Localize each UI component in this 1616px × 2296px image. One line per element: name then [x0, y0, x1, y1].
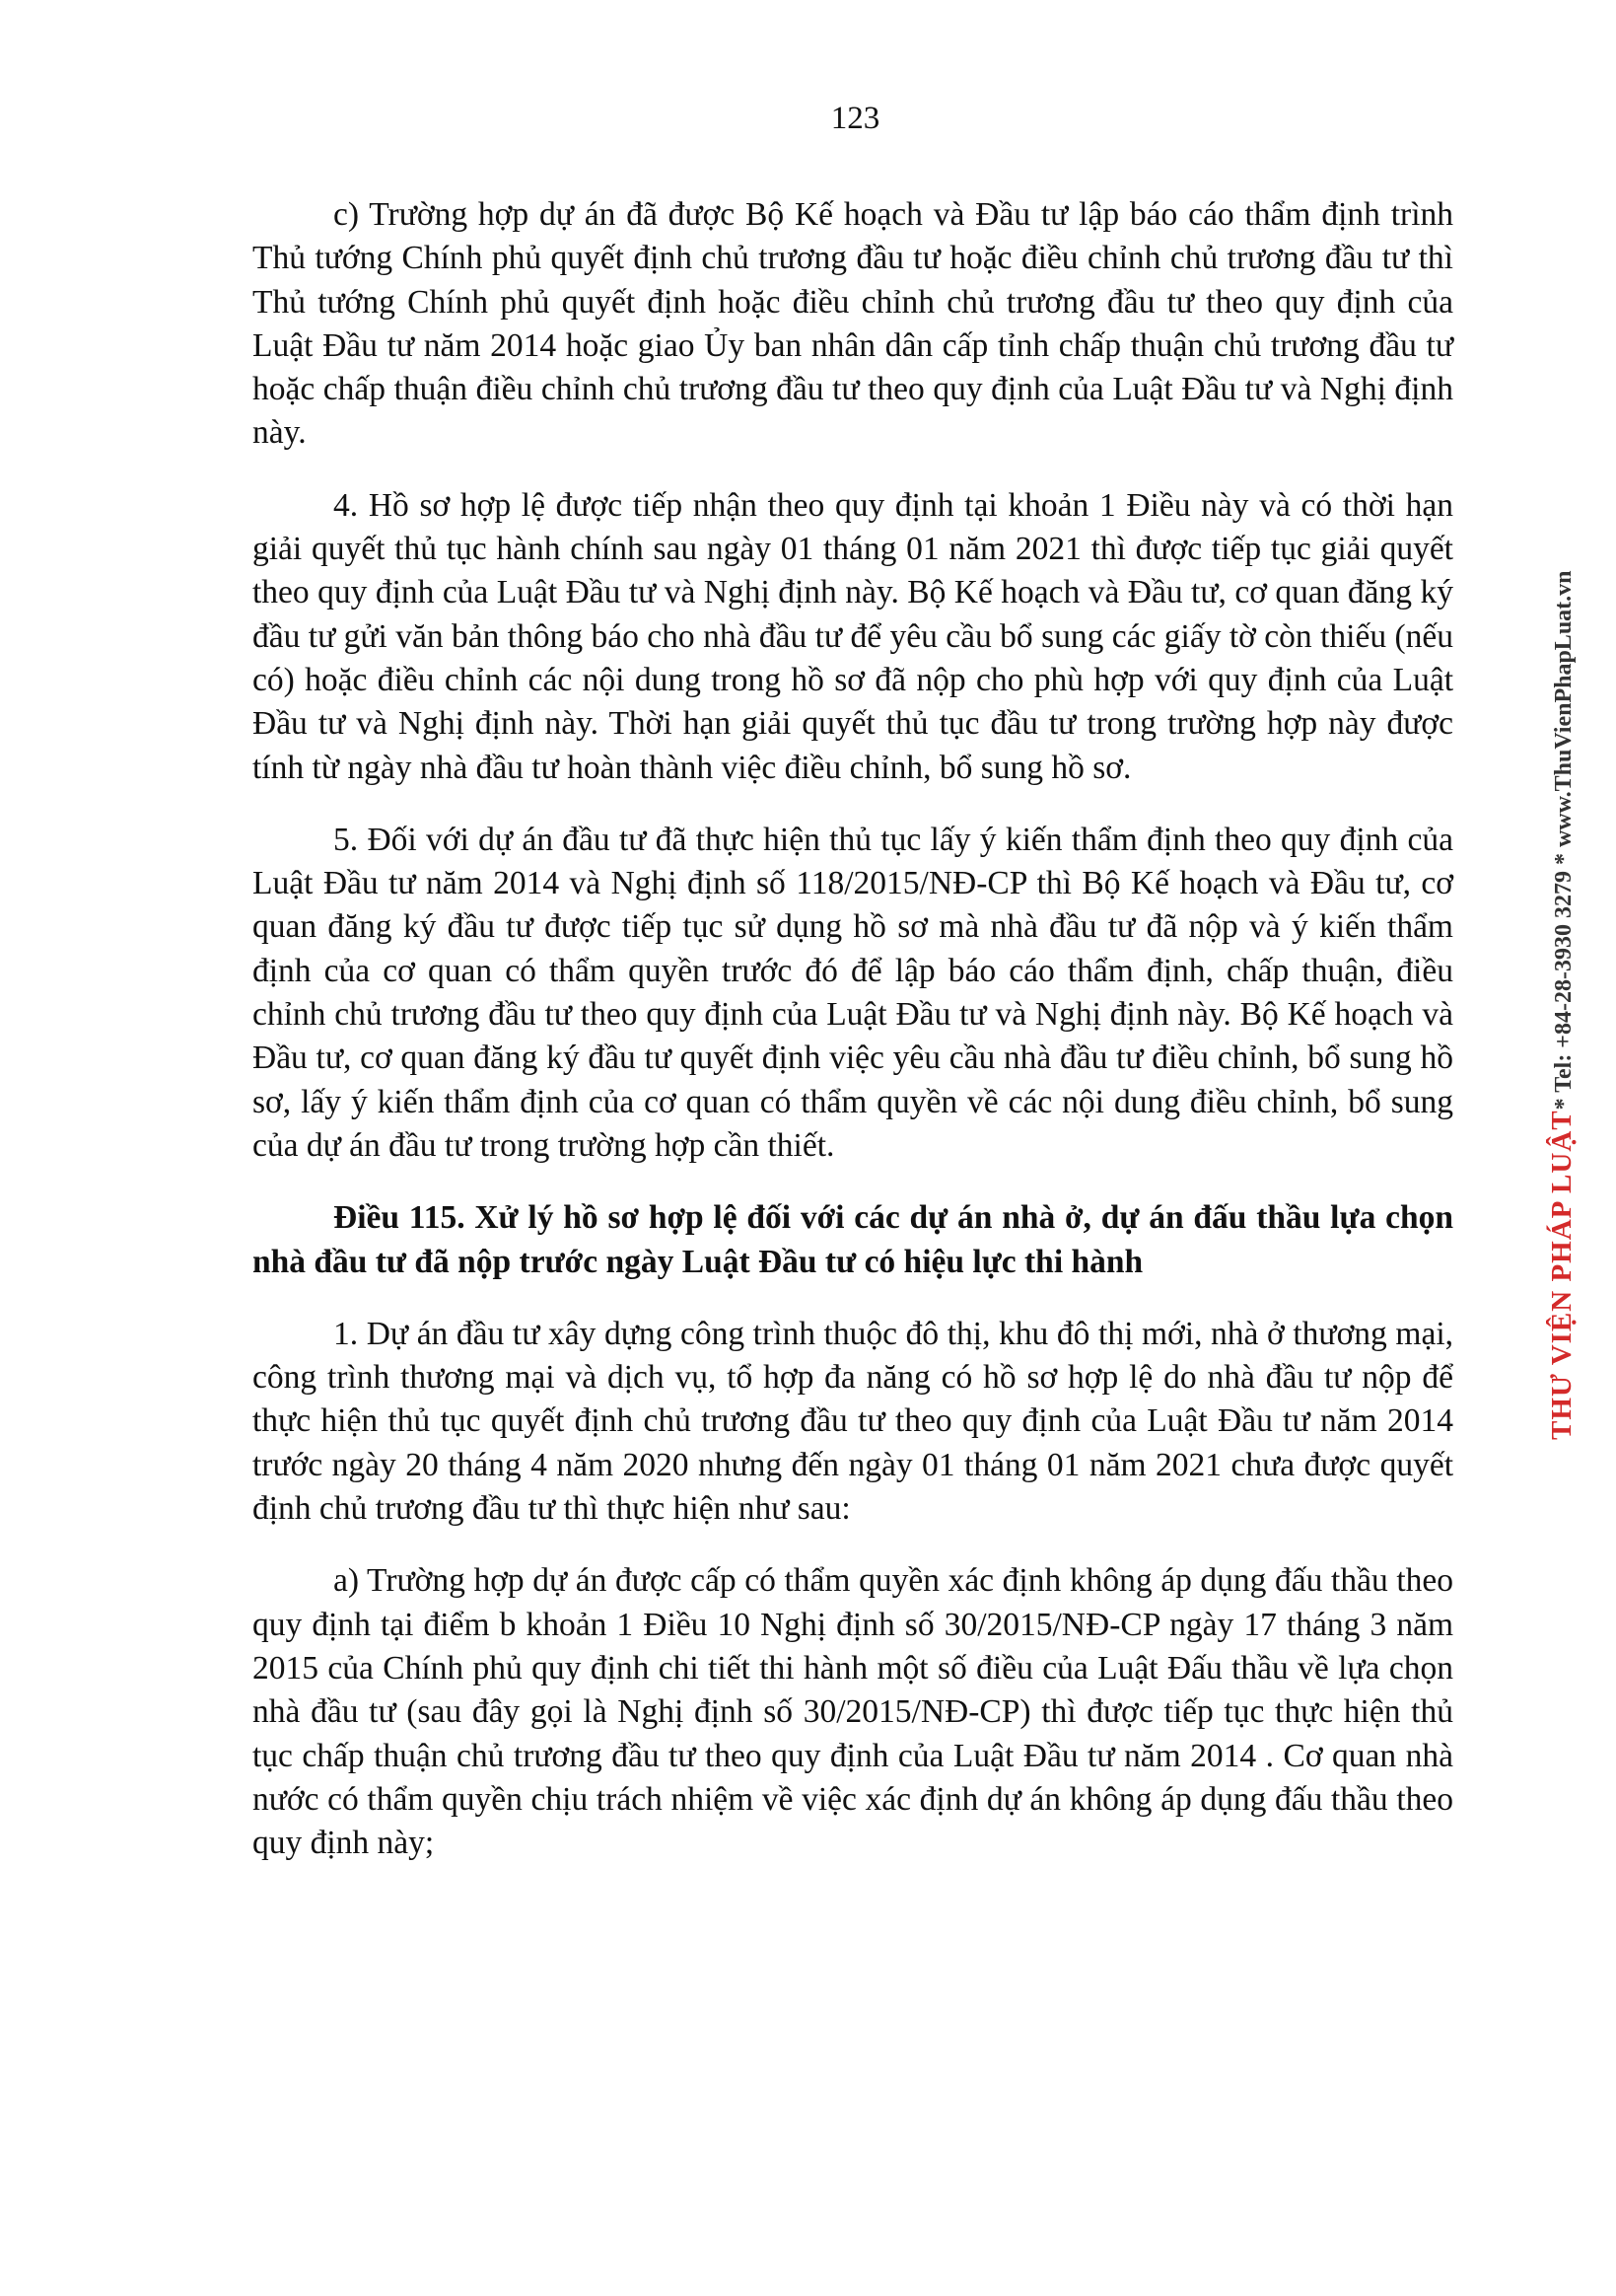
- article-115-paragraph-1a: a) Trường hợp dự án được cấp có thẩm quyền xác định không áp dụng đấu thầu theo quy định tại điểm b khoản 1 Điều 10 Nghị định số 30/2015/NĐ-CP ngày 17 tháng 3 năm 2015 của Chính phủ quy định chi tiết thi hành một số điều của Luật Đấu thầu về lựa chọn nhà đầu tư (sau đây gọi là Nghị định số 30/2015/NĐ-CP) thì được tiếp tục thực hiện thủ tục chấp thuận chủ trương đầu tư theo quy định của Luật Đầu tư năm 2014 . Cơ quan nhà nước có thẩm quyền chịu trách nhiệm về việc xác định dự án không áp dụng đấu thầu theo quy định này;: [252, 1562, 1453, 1862]
- watermark-website-link[interactable]: * www.ThuVienPhapLuat.vn: [1551, 570, 1577, 872]
- article-115-paragraph-1: 1. Dự án đầu tư xây dựng công trình thuộc đô thị, khu đô thị mới, nhà ở thương mại, công trình thương mại và dịch vụ, tổ hợp đa năng có hồ sơ hợp lệ do nhà đầu tư nộp để thực hiện thủ tục quyết định chủ trương đầu tư theo quy định của Luật Đầu tư năm 2014 trước ngày 20 tháng 4 năm 2020 nhưng đến ngày 01 tháng 01 năm 2021 chưa được quyết định chủ trương đầu tư thì thực hiện như sau:: [252, 1315, 1453, 1528]
- article-115-heading: Điều 115. Xử lý hồ sơ hợp lệ đối với các dự án nhà ở, dự án đấu thầu lựa chọn nhà đầu tư đã nộp trước ngày Luật Đầu tư có hiệu lực thi hành: [252, 1199, 1453, 1280]
- paragraph-3c: c) Trường hợp dự án đã được Bộ Kế hoạch và Đầu tư lập báo cáo thẩm định trình Thủ tướng Chính phủ quyết định chủ trương đầu tư hoặc điều chỉnh chủ trương đầu tư thì Thủ tướng Chính phủ quyết định hoặc điều chỉnh chủ trương đầu tư theo quy định của Luật Đầu tư năm 2014 hoặc giao Ủy ban nhân dân cấp tỉnh chấp thuận chủ trương đầu tư hoặc chấp thuận điều chỉnh chủ trương đầu tư theo quy định của Luật Đầu tư và Nghị định này.: [252, 196, 1453, 452]
- paragraph-4: 4. Hồ sơ hợp lệ được tiếp nhận theo quy định tại khoản 1 Điều này và có thời hạn giải quyết thủ tục hành chính sau ngày 01 tháng 01 năm 2021 thì được tiếp tục giải quyết theo quy định của Luật Đầu tư và Nghị định này. Bộ Kế hoạch và Đầu tư, cơ quan đăng ký đầu tư gửi văn bản thông báo cho nhà đầu tư để yêu cầu bổ sung các giấy tờ còn thiếu (nếu có) hoặc điều chỉnh các nội dung trong hồ sơ đã nộp cho phù hợp với quy định của Luật Đầu tư và Nghị định này. Thời hạn giải quyết thủ tục đầu tư trong trường hợp này được tính từ ngày nhà đầu tư hoàn thành việc điều chỉnh, bổ sung hồ sơ.: [252, 486, 1453, 786]
- watermark-text: [1542, 570, 1583, 1440]
- watermark-brand: THƯ VIỆN PHÁP LUẬT: [1546, 1110, 1578, 1440]
- page-number: 123: [830, 101, 880, 136]
- watermark: [1533, 513, 1592, 1440]
- document-body: [252, 193, 1453, 1894]
- watermark-tel: * Tel: +84-28-3930 3279: [1551, 871, 1577, 1111]
- paragraph-5: 5. Đối với dự án đầu tư đã thực hiện thủ tục lấy ý kiến thẩm định theo quy định của Luật Đầu tư năm 2014 và Nghị định số 118/2015/NĐ-CP thì Bộ Kế hoạch và Đầu tư, cơ quan đăng ký đầu tư được tiếp tục sử dụng hồ sơ mà nhà đầu tư đã nộp và ý kiến thẩm định của cơ quan có thẩm quyền trước đó để lập báo cáo thẩm định, chấp thuận, điều chỉnh chủ trương đầu tư theo quy định của Luật Đầu tư và Nghị định này. Bộ Kế hoạch và Đầu tư, cơ quan đăng ký đầu tư quyết định việc yêu cầu nhà đầu tư điều chỉnh, bổ sung hồ sơ, lấy ý kiến thẩm định của cơ quan có thẩm quyền về các nội dung điều chỉnh, bổ sung của dự án đầu tư trong trường hợp cần thiết.: [252, 821, 1453, 1164]
